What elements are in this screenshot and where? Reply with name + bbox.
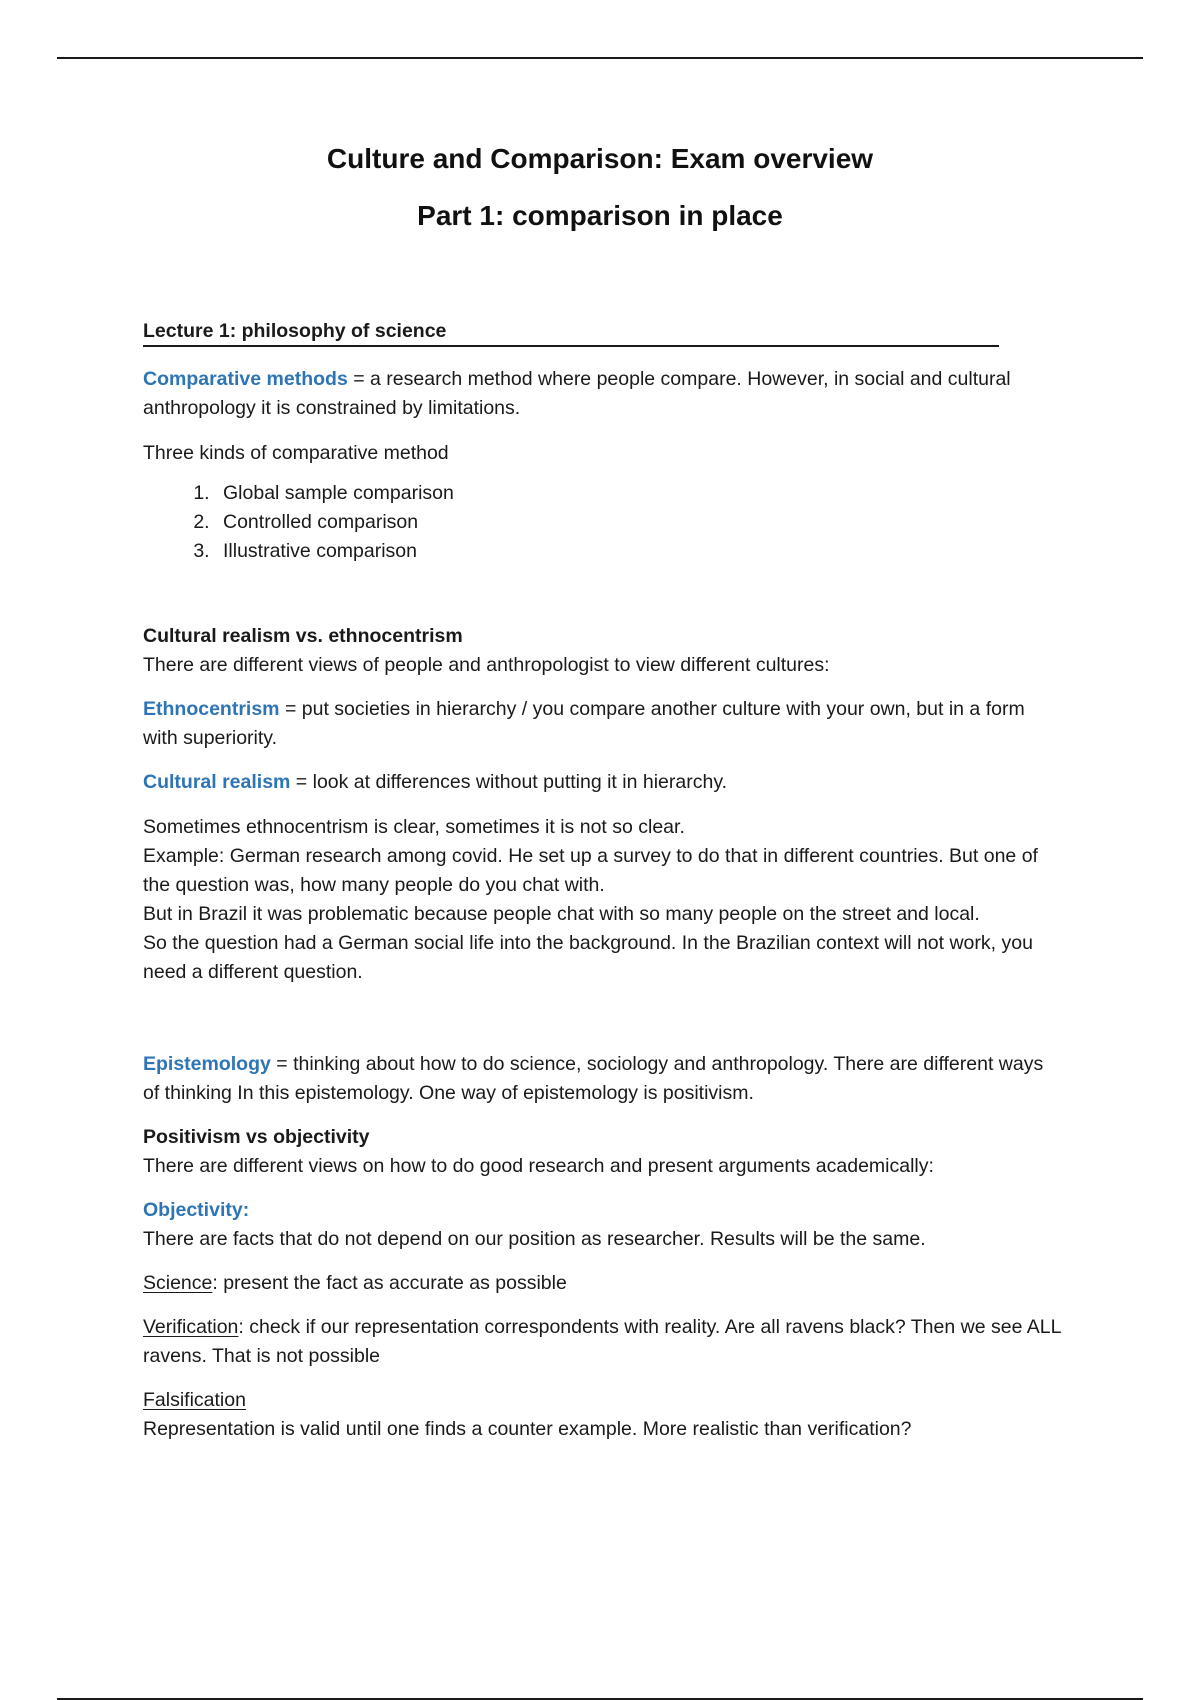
science-text: : present the fact as accurate as possible — [212, 1272, 567, 1294]
falsification-term: Falsification — [143, 1389, 246, 1411]
science-term: Science — [143, 1272, 213, 1294]
objectivity-term: Objectivity: — [143, 1199, 250, 1221]
comparative-methods-paragraph — [143, 365, 1063, 423]
science-paragraph — [143, 1269, 1063, 1298]
verification-term: Verification — [143, 1316, 239, 1338]
list-item: 2. Controlled comparison — [215, 508, 1063, 537]
list-item: 3. Illustrative comparison — [215, 537, 1063, 566]
epistemology-term: Epistemology — [143, 1053, 271, 1075]
verification-paragraph — [143, 1313, 1063, 1371]
cultural-realism-intro: There are different views of people and anthropologist to view different cultures: — [143, 654, 830, 676]
epistemology-paragraph — [143, 1050, 1063, 1108]
kinds-list — [143, 479, 1063, 566]
cultural-realism-term: Cultural realism — [143, 771, 291, 793]
cultural-realism-heading: Cultural realism vs. ethnocentrism — [143, 625, 463, 647]
example-line: Sometimes ethnocentrism is clear, sometimes it is not so clear. — [143, 816, 685, 838]
falsification-text: Representation is valid until one finds a counter example. More realistic than verification? — [143, 1418, 912, 1440]
list-item: 1. Global sample comparison — [215, 479, 1063, 508]
verification-text: : check if our representation correspondents with reality. Are all ravens black? Then we see ALL ravens. That is not possible — [143, 1316, 1061, 1367]
title-block — [0, 143, 1200, 232]
kinds-intro: Three kinds of comparative method — [143, 442, 449, 464]
lecture-heading: Lecture 1: philosophy of science — [143, 318, 999, 347]
ethnocentrism-definition: = put societies in hierarchy / you compare another culture with your own, but in a form with superiority. — [143, 698, 1025, 749]
ethnocentrism-paragraph — [143, 695, 1063, 753]
example-line: But in Brazil it was problematic because people chat with so many people on the street and local. — [143, 903, 980, 925]
document-body — [143, 318, 1063, 1444]
document-subtitle: Part 1: comparison in place — [417, 200, 783, 231]
positivism-intro: There are different views on how to do good research and present arguments academically: — [143, 1155, 934, 1177]
epistemology-definition: = thinking about how to do science, sociology and anthropology. There are different ways of thinking In this epistemology. One way of epistemology is positivism. — [143, 1053, 1044, 1104]
example-line: So the question had a German social life into the background. In the Brazilian context will not work, you need a different question. — [143, 932, 1033, 983]
comparative-methods-term: Comparative methods — [143, 368, 348, 390]
positivism-heading: Positivism vs objectivity — [143, 1126, 370, 1148]
comparative-methods-definition: = a research method where people compare. However, in social and cultural anthropology it is constrained by limitations. — [143, 368, 1011, 419]
header-rule — [57, 57, 1143, 59]
cultural-realism-paragraph — [143, 768, 1063, 797]
objectivity-text: There are facts that do not depend on our position as researcher. Results will be the same. — [143, 1228, 926, 1250]
cultural-realism-definition: = look at differences without putting it in hierarchy. — [290, 771, 728, 793]
ethnocentrism-term: Ethnocentrism — [143, 698, 280, 720]
example-line: Example: German research among covid. He set up a survey to do that in different countries. But one of the question was, how many people do you chat with. — [143, 845, 1038, 896]
document-title: Culture and Comparison: Exam overview — [326, 143, 874, 174]
